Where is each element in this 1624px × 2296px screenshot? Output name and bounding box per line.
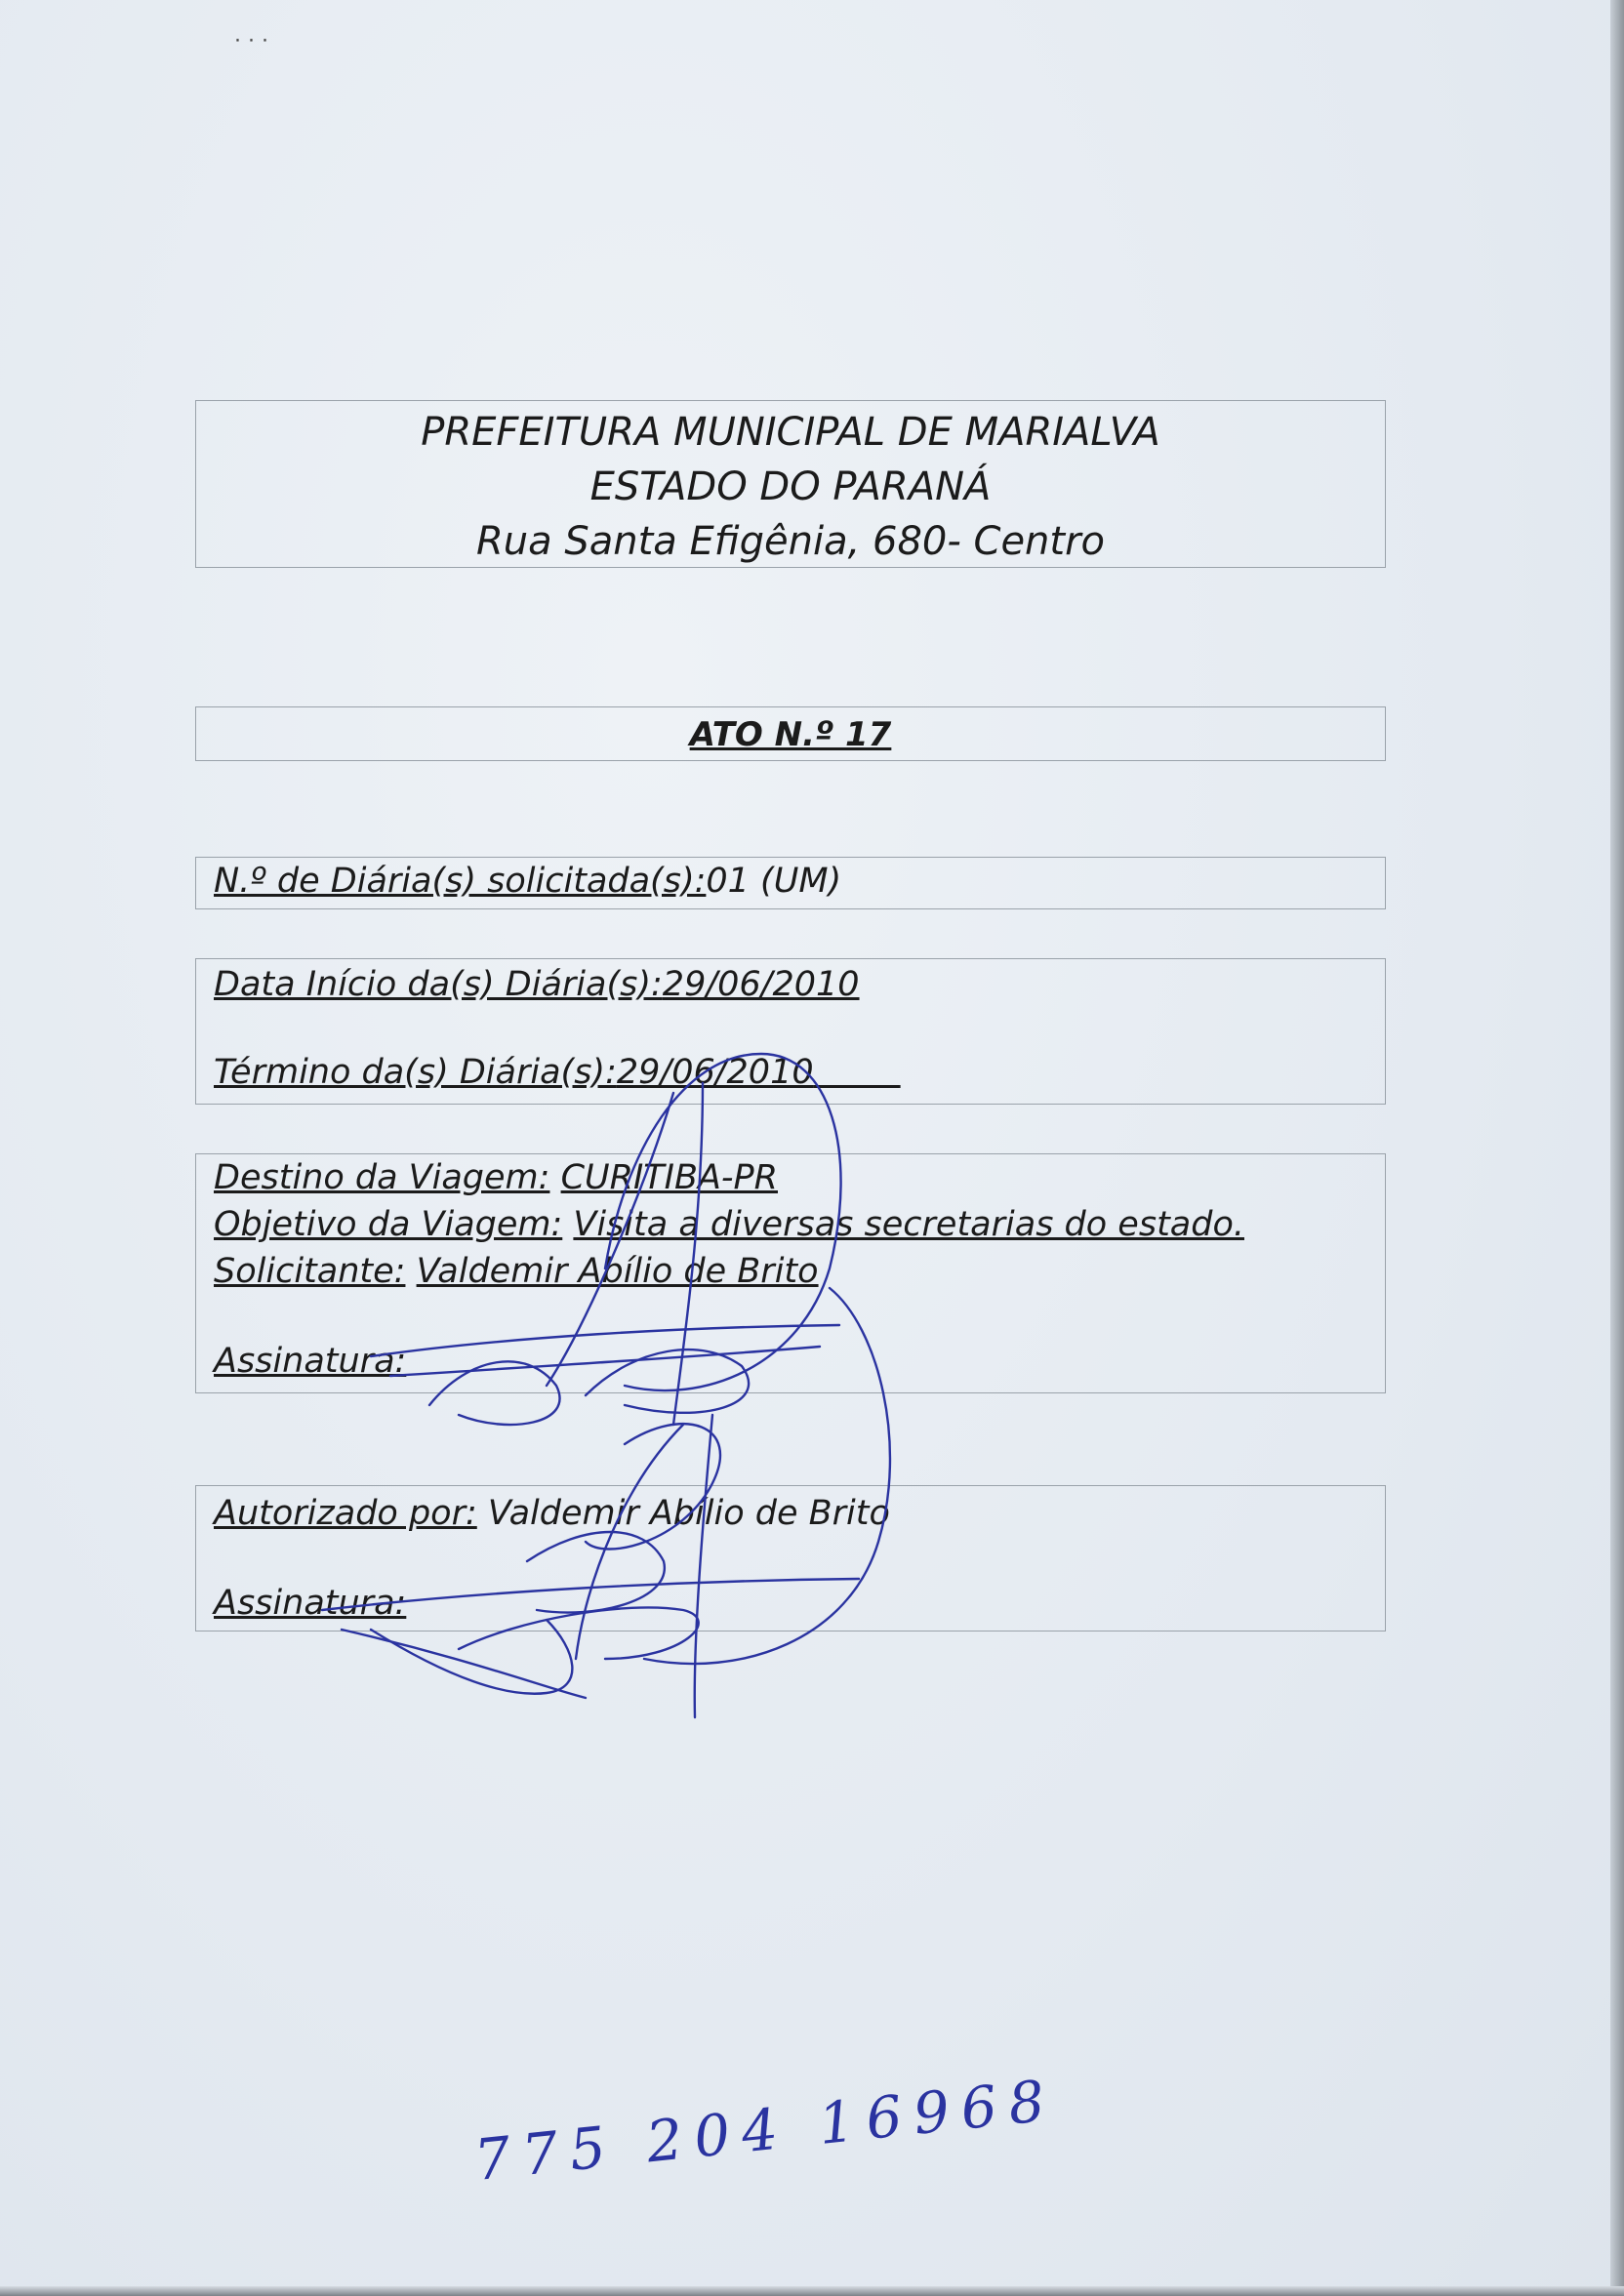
autorizado-row xyxy=(214,1494,890,1533)
autorizacao-box xyxy=(195,1485,1386,1631)
ato-title: ATO N.º 17 xyxy=(689,715,892,754)
assinatura-autorizacao-row xyxy=(214,1584,406,1623)
destino-box xyxy=(195,1153,1386,1393)
objetivo-value: Visita a diversas secretarias do estado. xyxy=(573,1205,1244,1244)
assinatura-solicitante-label: Assinatura: xyxy=(214,1342,407,1381)
solicitante-row xyxy=(214,1252,819,1291)
header-line-2: ESTADO DO PARANÁ xyxy=(589,464,992,509)
diarias-box xyxy=(195,857,1386,909)
autorizado-value: Valdemir Abílio de Brito xyxy=(487,1494,890,1533)
termino-underline-fill xyxy=(814,1053,901,1092)
solicitante-label: Solicitante: xyxy=(214,1252,406,1291)
ato-box xyxy=(195,706,1386,761)
page-edge-right xyxy=(1610,0,1624,2296)
diarias-row xyxy=(214,862,841,901)
header-box xyxy=(195,400,1386,568)
objetivo-label: Objetivo da Viagem: xyxy=(214,1205,563,1244)
diarias-value: 01 (UM) xyxy=(706,862,842,901)
datas-box xyxy=(195,958,1386,1105)
destino-label: Destino da Viagem: xyxy=(214,1158,550,1197)
inicio-label: Data Início da(s) Diária(s): xyxy=(214,965,663,1004)
inicio-row xyxy=(214,965,860,1004)
assinatura-autorizacao-label: Assinatura: xyxy=(214,1584,407,1623)
solicitante-value: Valdemir Abílio de Brito xyxy=(416,1252,819,1291)
header-line-3: Rua Santa Efigênia, 680- Centro xyxy=(475,519,1106,564)
termino-row xyxy=(214,1053,901,1092)
assinatura-solicitante-row xyxy=(214,1342,406,1381)
inicio-value: 29/06/2010 xyxy=(662,965,860,1004)
autorizado-label: Autorizado por: xyxy=(214,1494,477,1533)
termino-value: 29/06/2010 xyxy=(616,1053,814,1092)
scan-marks: · · · xyxy=(234,29,268,54)
objetivo-row xyxy=(214,1205,1244,1244)
diarias-label: N.º de Diária(s) solicitada(s): xyxy=(214,862,707,901)
page-edge-bottom xyxy=(0,2286,1624,2296)
destino-row xyxy=(214,1158,778,1197)
destino-value: CURITIBA-PR xyxy=(560,1158,778,1197)
handwritten-note: 775 204 16968 xyxy=(470,2066,1060,2194)
header-line-1: PREFEITURA MUNICIPAL DE MARIALVA xyxy=(421,410,1160,455)
termino-label: Término da(s) Diária(s): xyxy=(214,1053,617,1092)
